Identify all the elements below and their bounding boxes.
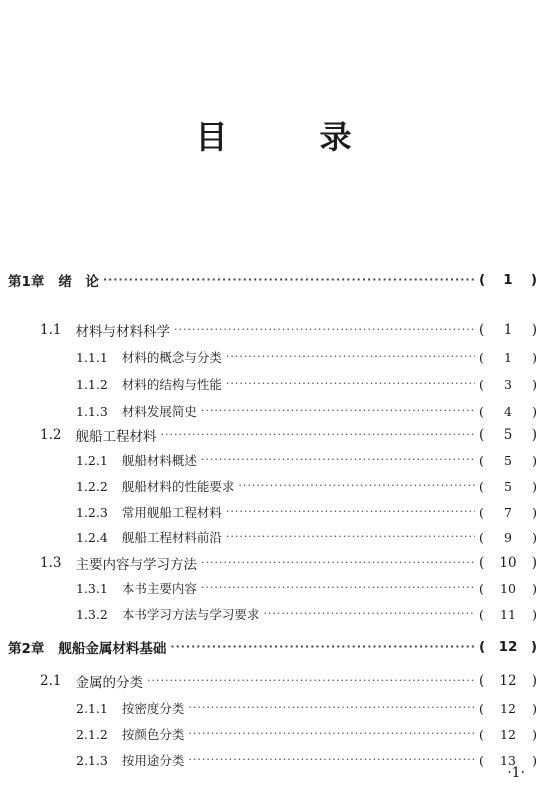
toc-entry-number: 1.2	[40, 427, 62, 443]
toc-leader-dots	[238, 474, 475, 498]
toc-entry-page	[479, 377, 547, 392]
right-paren: )	[531, 555, 537, 571]
toc-entry-title: 舰船金属材料基础	[58, 641, 167, 657]
left-paren: (	[479, 504, 484, 520]
toc-leader-dots	[147, 669, 475, 693]
toc-entry-title: 按颜色分类	[121, 727, 185, 742]
left-paren: (	[479, 529, 484, 545]
toc-entry-number: 1.1	[40, 322, 62, 338]
toc-entry[interactable]	[0, 635, 547, 659]
toc-entry-number: 2.1.1	[76, 700, 108, 716]
right-paren: )	[532, 452, 537, 468]
left-paren: (	[479, 427, 485, 443]
page-number-value: 1	[503, 272, 513, 288]
page-number-value: 5	[504, 452, 512, 468]
toc-entry-title: 本书主要内容	[121, 581, 197, 596]
toc-entry-title: 材料的概念与分类	[121, 350, 222, 365]
toc-entry[interactable]	[0, 722, 547, 746]
left-paren: (	[479, 555, 485, 571]
toc-entry-page	[479, 404, 547, 419]
left-paren: (	[479, 726, 484, 742]
toc-entry-number: 1.2.1	[76, 452, 108, 468]
toc-entry-page	[479, 701, 547, 716]
right-paren: )	[532, 700, 537, 716]
toc-entry-page	[479, 727, 547, 742]
left-paren: (	[479, 376, 484, 392]
left-paren: (	[479, 673, 485, 689]
toc-entry-page	[479, 453, 547, 468]
toc-entry-page	[479, 673, 547, 689]
right-paren: )	[531, 427, 537, 443]
toc-entry-page	[479, 427, 547, 443]
page-number-value: 12	[498, 639, 518, 655]
right-paren: )	[532, 403, 537, 419]
page-number-value: 1	[503, 322, 513, 338]
toc-entry-number: 第1章	[8, 274, 45, 290]
left-paren: (	[479, 322, 485, 338]
page-number-value: 12	[499, 673, 517, 689]
left-paren: (	[479, 478, 484, 494]
toc-entry-title: 金属的分类	[75, 675, 143, 691]
page-number-value: 11	[500, 606, 516, 622]
page-number-value: 7	[504, 504, 512, 520]
toc-entry[interactable]	[0, 551, 547, 575]
page-number-value: 5	[503, 427, 513, 443]
left-paren: (	[479, 700, 484, 716]
toc-entry-number: 1.3.1	[76, 580, 108, 596]
toc-entry[interactable]	[0, 602, 547, 626]
page-number-value: 13	[500, 752, 516, 768]
left-paren: (	[479, 580, 484, 596]
left-paren: (	[479, 272, 486, 288]
toc-entry-page	[479, 272, 547, 288]
toc-entry-number: 2.1.3	[76, 752, 108, 768]
toc-entry-number: 第2章	[8, 641, 45, 657]
toc-leader-dots	[226, 525, 475, 549]
toc-entry[interactable]	[0, 525, 547, 549]
toc-entry-number: 1.3	[40, 555, 62, 571]
right-paren: )	[532, 752, 537, 768]
page-number-value: 10	[499, 555, 517, 571]
toc-entry-number: 1.2.2	[76, 478, 108, 494]
toc-leader-dots	[263, 602, 475, 626]
toc-entry-number: 1.3.2	[76, 606, 108, 622]
toc-leader-dots	[201, 448, 475, 472]
toc-entry[interactable]	[0, 474, 547, 498]
toc-entry-number: 2.1	[40, 673, 62, 689]
toc-entry-page	[479, 505, 547, 520]
toc-entry[interactable]	[0, 399, 547, 423]
toc-entry-title: 按密度分类	[121, 701, 185, 716]
toc-entry-title: 舰船工程材料前沿	[121, 530, 222, 545]
toc-entry[interactable]	[0, 423, 547, 447]
page-number-value: 3	[504, 376, 512, 392]
toc-entry[interactable]	[0, 748, 547, 772]
toc-leader-dots	[201, 576, 475, 600]
toc-leader-dots	[103, 268, 475, 292]
page-number-value: 9	[504, 529, 512, 545]
right-paren: )	[532, 478, 537, 494]
toc-leader-dots	[201, 399, 475, 423]
toc-entry-number: 1.2.3	[76, 504, 108, 520]
left-paren: (	[479, 752, 484, 768]
toc-entry-title: 按用途分类	[121, 753, 185, 768]
toc-entry[interactable]	[0, 576, 547, 600]
right-paren: )	[532, 580, 537, 596]
toc-entry-page	[479, 581, 547, 596]
toc-entry-number: 1.1.1	[76, 349, 108, 365]
toc-entry-title: 材料发展简史	[121, 404, 197, 419]
toc-entry[interactable]	[0, 318, 547, 342]
right-paren: )	[531, 322, 537, 338]
toc-leader-dots	[174, 318, 475, 342]
toc-entry[interactable]	[0, 268, 547, 292]
toc-leader-dots	[226, 372, 475, 396]
toc-entry-title: 绪 论	[58, 274, 99, 290]
right-paren: )	[530, 272, 537, 288]
toc-entry-number: 1.1.2	[76, 376, 108, 392]
toc-entry-number: 1.2.4	[76, 529, 108, 545]
page-number-value: 12	[500, 700, 516, 716]
toc-entry-page	[479, 639, 547, 655]
toc-leader-dots	[160, 423, 475, 447]
page-number-value: 4	[504, 403, 512, 419]
toc-entry[interactable]	[0, 448, 547, 472]
page-title: 目 录	[195, 118, 382, 156]
toc-entry[interactable]	[0, 500, 547, 524]
right-paren: )	[532, 504, 537, 520]
toc-entry[interactable]	[0, 345, 547, 369]
toc-entry-title: 材料与材料科学	[75, 324, 170, 340]
toc-entry-page	[479, 530, 547, 545]
toc-entry[interactable]	[0, 696, 547, 720]
page-number: ·1·	[507, 765, 525, 781]
right-paren: )	[532, 726, 537, 742]
right-paren: )	[532, 376, 537, 392]
right-paren: )	[530, 639, 537, 655]
toc-leader-dots	[170, 635, 475, 659]
toc-leader-dots	[226, 500, 475, 524]
toc-entry-page	[479, 322, 547, 338]
toc-entry-title: 舰船材料概述	[121, 453, 197, 468]
page-number-value: 10	[500, 580, 516, 596]
right-paren: )	[531, 673, 537, 689]
toc-leader-dots	[188, 696, 475, 720]
toc-leader-dots	[188, 748, 475, 772]
toc-leader-dots	[201, 551, 475, 575]
toc-entry-number: 2.1.2	[76, 726, 108, 742]
toc-entry-number: 1.1.3	[76, 403, 108, 419]
page-number-value: 5	[504, 478, 512, 494]
right-paren: )	[532, 349, 537, 365]
left-paren: (	[479, 403, 484, 419]
page-number-value: 1	[504, 349, 512, 365]
toc-entry-title: 本书学习方法与学习要求	[121, 607, 260, 622]
left-paren: (	[479, 639, 486, 655]
toc-entry-title: 舰船工程材料	[75, 429, 157, 445]
toc-entry[interactable]	[0, 372, 547, 396]
toc-entry-title: 常用舰船工程材料	[121, 505, 222, 520]
toc-entry-title: 主要内容与学习方法	[75, 557, 197, 573]
left-paren: (	[479, 606, 484, 622]
right-paren: )	[532, 529, 537, 545]
toc-entry-page	[479, 350, 547, 365]
left-paren: (	[479, 349, 484, 365]
toc-entry-page	[479, 555, 547, 571]
left-paren: (	[479, 452, 484, 468]
toc-entry-page	[479, 479, 547, 494]
toc-entry[interactable]	[0, 669, 547, 693]
toc-entry-title: 材料的结构与性能	[121, 377, 222, 392]
toc-entry-title: 舰船材料的性能要求	[121, 479, 235, 494]
toc-leader-dots	[188, 722, 475, 746]
toc-entry-page	[479, 607, 547, 622]
page-number-value: 12	[500, 726, 516, 742]
toc-leader-dots	[226, 345, 475, 369]
right-paren: )	[532, 606, 537, 622]
